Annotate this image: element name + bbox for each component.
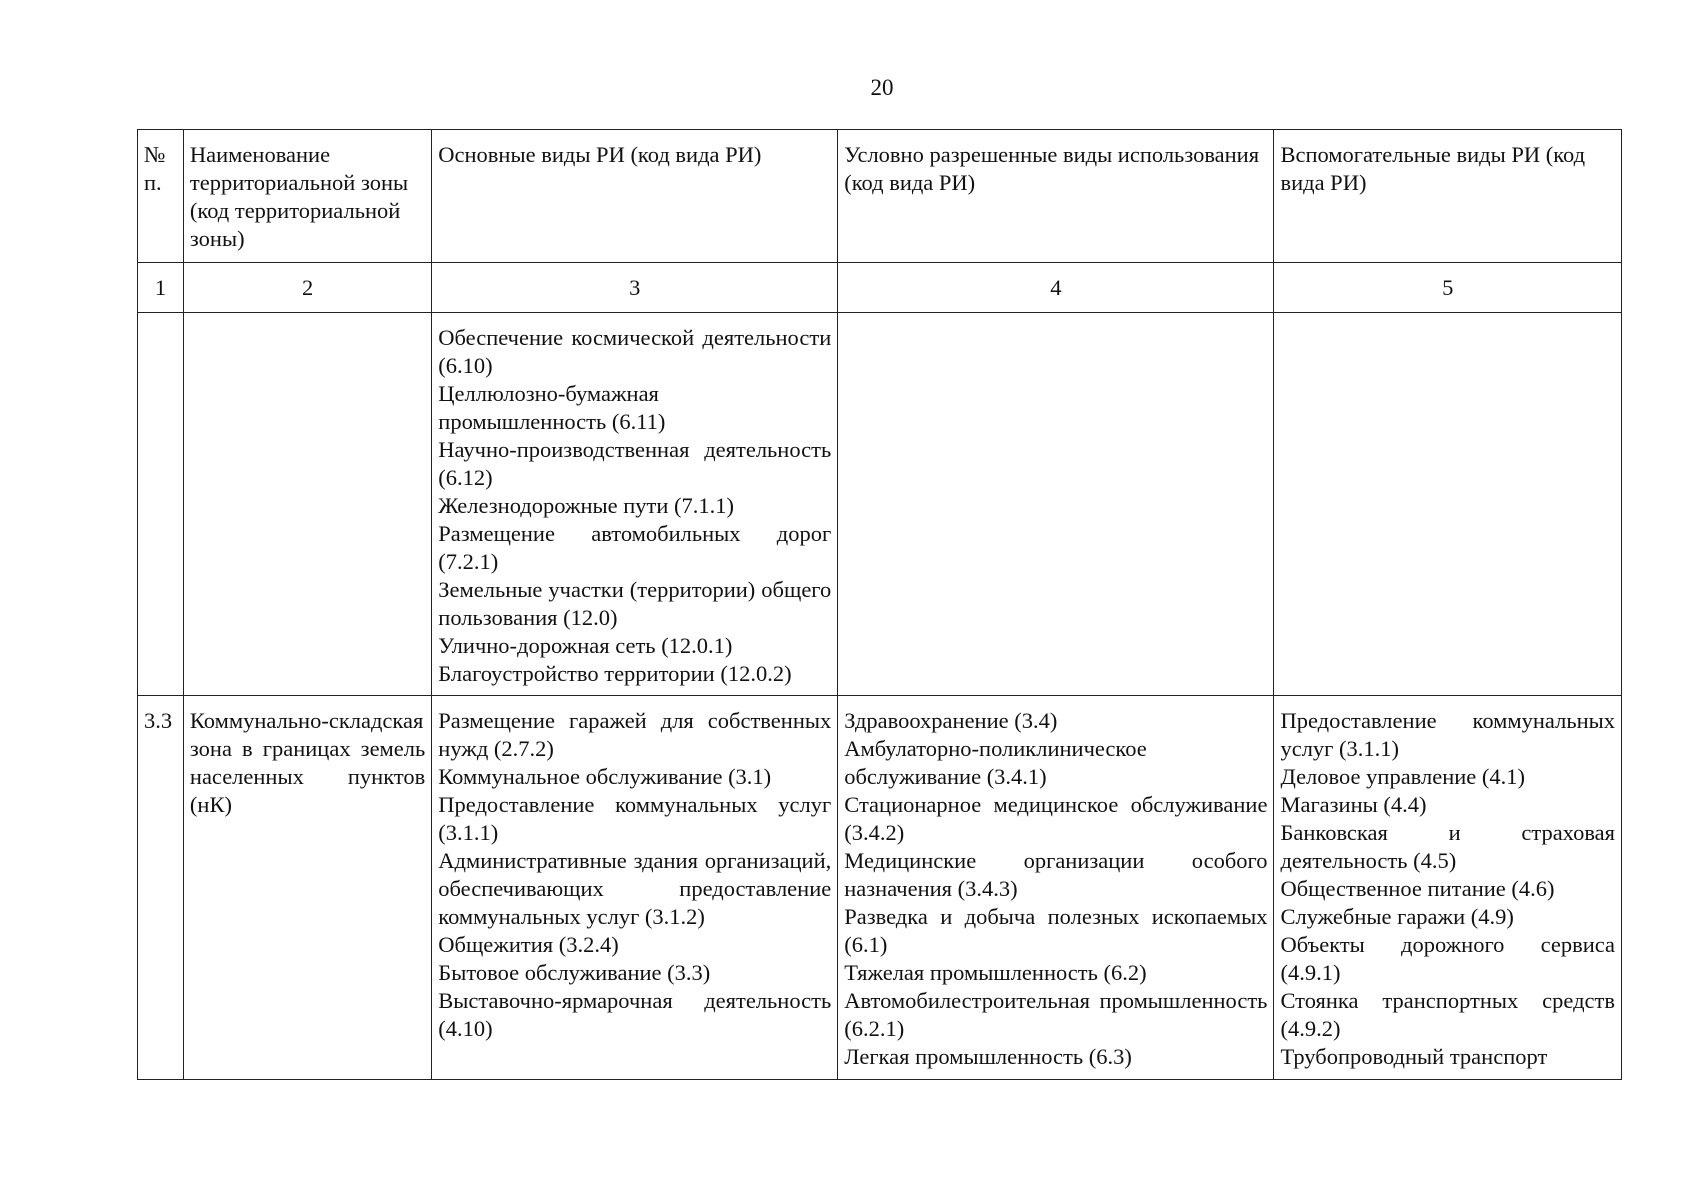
list-item: Административные здания организаций, обеспечивающих предоставление коммунальных услуг (3.1.2) bbox=[438, 848, 832, 929]
column-number: 2 bbox=[183, 263, 431, 313]
list-item: Медицинские организации особого назначения (3.4.3) bbox=[844, 848, 1268, 901]
table-row bbox=[138, 313, 1622, 696]
auxiliary-uses-cell bbox=[1274, 313, 1622, 696]
list-item: Железнодорожные пути (7.1.1) bbox=[438, 493, 735, 518]
list-item: Целлюлозно-бумажная промышленность (6.11) bbox=[438, 381, 666, 434]
list-item: Деловое управление (4.1) bbox=[1280, 764, 1526, 789]
list-item: Коммунальное обслуживание (3.1) bbox=[438, 764, 772, 789]
column-number: 5 bbox=[1274, 263, 1622, 313]
list-item: Магазины (4.4) bbox=[1280, 792, 1427, 817]
list-item: Стационарное медицинское обслуживание (3.4.2) bbox=[844, 792, 1268, 845]
conditional-uses-cell bbox=[838, 696, 1274, 1080]
table-row bbox=[138, 696, 1622, 1080]
main-uses-cell bbox=[432, 696, 838, 1080]
list-item: Обеспечение космической деятельности (6.10) bbox=[438, 325, 832, 378]
header-number: № п. bbox=[138, 130, 184, 263]
header-conditional-uses: Условно разрешенные виды использования (код вида РИ) bbox=[838, 130, 1274, 263]
list-item: Легкая промышленность (6.3) bbox=[844, 1044, 1132, 1069]
header-auxiliary-uses: Вспомогательные виды РИ (код вида РИ) bbox=[1274, 130, 1622, 263]
list-item: Бытовое обслуживание (3.3) bbox=[438, 960, 711, 985]
conditional-uses-cell bbox=[838, 313, 1274, 696]
list-item: Служебные гаражи (4.9) bbox=[1280, 904, 1514, 929]
list-item: Улично-дорожная сеть (12.0.1) bbox=[438, 633, 733, 658]
list-item: Стоянка транспортных средств (4.9.2) bbox=[1280, 988, 1615, 1041]
list-item: Трубопроводный транспорт bbox=[1280, 1044, 1548, 1069]
column-number: 3 bbox=[432, 263, 838, 313]
header-main-uses: Основные виды РИ (код вида РИ) bbox=[432, 130, 838, 263]
zone-name: Коммунально-складская зона в границах земель населенных пунктов (нК) bbox=[189, 708, 426, 817]
row-number-cell: 3.3 bbox=[138, 696, 184, 1080]
column-number: 1 bbox=[138, 263, 184, 313]
list-item: Предоставление коммунальных услуг (3.1.1) bbox=[438, 792, 832, 845]
table-header-row bbox=[138, 130, 1622, 263]
page-number: 20 bbox=[870, 75, 894, 100]
list-item: Здравоохранение (3.4) bbox=[844, 708, 1058, 733]
zone-name-cell bbox=[183, 696, 431, 1080]
list-item: Тяжелая промышленность (6.2) bbox=[844, 960, 1147, 985]
list-item: Земельные участки (территории) общего пользования (12.0) bbox=[438, 577, 832, 630]
list-item: Банковская и страховая деятельность (4.5) bbox=[1280, 820, 1615, 873]
list-item: Общественное питание (4.6) bbox=[1280, 876, 1555, 901]
main-uses-cell bbox=[432, 313, 838, 696]
column-number: 4 bbox=[838, 263, 1274, 313]
list-item: Амбулаторно-поликлиническое обслуживание (3.4.1) bbox=[844, 736, 1147, 789]
header-zone-name: Наименование территориальной зоны (код территориальной зоны) bbox=[183, 130, 431, 263]
row-number-cell bbox=[138, 313, 184, 696]
list-item: Автомобилестроительная промышленность (6.2.1) bbox=[844, 988, 1268, 1041]
list-item: Общежития (3.2.4) bbox=[438, 932, 619, 957]
list-item: Размещение гаражей для собственных нужд (2.7.2) bbox=[438, 708, 832, 761]
list-item: Благоустройство территории (12.0.2) bbox=[438, 661, 792, 686]
zone-name-cell bbox=[183, 313, 431, 696]
column-numbers-row bbox=[138, 263, 1622, 313]
list-item: Разведка и добыча полезных ископаемых (6.1) bbox=[844, 904, 1268, 957]
list-item: Предоставление коммунальных услуг (3.1.1) bbox=[1280, 708, 1615, 761]
zoning-table bbox=[137, 129, 1622, 1080]
list-item: Объекты дорожного сервиса (4.9.1) bbox=[1280, 932, 1615, 985]
list-item: Выставочно-ярмарочная деятельность (4.10) bbox=[438, 988, 832, 1041]
list-item: Размещение автомобильных дорог (7.2.1) bbox=[438, 521, 832, 574]
list-item: Научно-производственная деятельность (6.12) bbox=[438, 437, 832, 490]
auxiliary-uses-cell bbox=[1274, 696, 1622, 1080]
